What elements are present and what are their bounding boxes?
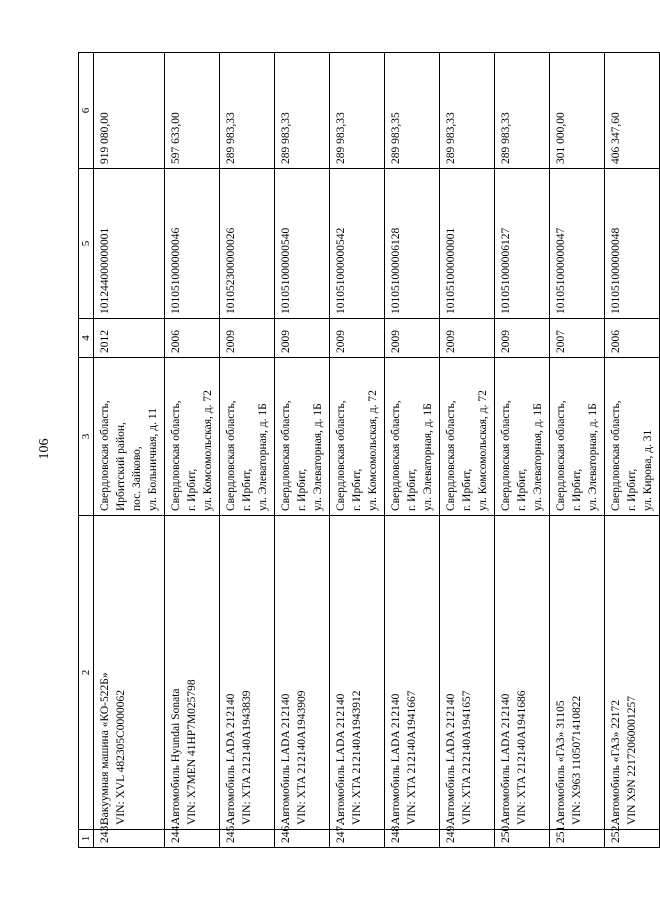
vehicle-name-cell [495,516,550,830]
value-cell: 301 000,00 [550,53,605,169]
address-cell [220,358,275,516]
cell-line: Ирбитский район, [115,422,127,511]
inventory-number-cell: 101051000000047 [550,169,605,319]
vehicle-name-cell [550,516,605,830]
cell-line: Автомобиль LADA 212140 [390,693,402,825]
cell-line: VIN: XTA 212140A1943909 [296,690,308,825]
cell-line: г. Ирбит, [351,468,363,511]
year-cell: 2009 [220,319,275,358]
cell-line: Свердловская область, [445,400,457,511]
value-cell: 289 983,35 [385,53,440,169]
row-number-cell: 252. [605,830,660,848]
year-cell: 2009 [385,319,440,358]
inventory-number-cell: 101051000000540 [275,169,330,319]
vehicle-name-cell [385,516,440,830]
cell-line: Свердловская область, [390,400,402,511]
column-header: 2 [79,516,94,830]
table-row [165,53,220,848]
cell-line: Свердловская область, [610,400,622,511]
cell-line: ул. Комсомольская, д. 72 [367,390,379,511]
inventory-number-cell: 101051000000046 [165,169,220,319]
cell-line: Автомобиль «ГАЗ» 22172 [610,699,622,825]
cell-line: г. Ирбит, [571,468,583,511]
cell-line: Вакуумная машина «КО-522Б» [99,672,111,825]
cell-line: VIN: XTA 212140A1943839 [241,690,253,825]
year-cell: 2006 [165,319,220,358]
cell-line: ул. Больничная, д. 11 [147,408,159,511]
cell-line: г. Ирбит, [186,468,198,511]
cell-line: ул. Элеваторная, д. 1Б [587,403,599,511]
cell-line: ул. Элеваторная, д. 1Б [422,403,434,511]
cell-line: г. Ирбит, [406,468,418,511]
inventory-number-cell: 101051000000001 [440,169,495,319]
table-row [440,53,495,848]
cell-line: пос. Зайково, [131,446,143,511]
inventory-number-cell: 101051000006127 [495,169,550,319]
value-cell: 406 347,60 [605,53,660,169]
vehicle-name-cell [94,516,165,830]
cell-line: г. Ирбит, [516,468,528,511]
cell-line: VIN X9N 22172060001257 [626,695,638,825]
inventory-number-cell: 101051000006128 [385,169,440,319]
year-cell: 2007 [550,319,605,358]
vehicle-name-cell [440,516,495,830]
address-cell [440,358,495,516]
cell-line: Автомобиль LADA 212140 [500,693,512,825]
address-cell [330,358,385,516]
column-header: 6 [79,53,94,169]
address-cell [385,358,440,516]
vehicle-name-cell [220,516,275,830]
table-row [385,53,440,848]
cell-line: VIN: XTA 212140A1941667 [406,690,418,825]
cell-line: г. Ирбит, [626,468,638,511]
table-row [605,53,660,848]
address-cell [550,358,605,516]
inventory-number-cell: 101244000000001 [94,169,165,319]
cell-line: VIN: XTA 212140A1941686 [516,690,528,825]
column-header: 5 [79,169,94,319]
table-container [78,53,654,848]
row-number-cell: 244. [165,830,220,848]
vehicle-name-cell [330,516,385,830]
value-cell: 919 080,00 [94,53,165,169]
cell-line: VIN: XTA 212140A1943912 [351,690,363,825]
cell-line: VIN: X7MEN 41HP7M025798 [186,679,198,825]
value-cell: 289 983,33 [495,53,550,169]
cell-line: ул. Комсомольская, д. 72 [477,390,489,511]
year-cell: 2012 [94,319,165,358]
year-cell: 2009 [330,319,385,358]
cell-line: Автомобиль LADA 212140 [280,693,292,825]
property-table [78,52,660,848]
cell-line: Свердловская область, [555,400,567,511]
cell-line: ул. Элеваторная, д. 1Б [257,403,269,511]
cell-line: VIN: XTA 212140A1941657 [461,690,473,825]
year-cell: 2009 [275,319,330,358]
table-row [94,53,165,848]
cell-line: Свердловская область, [500,400,512,511]
cell-line: Автомобиль «ГАЗ» 31105 [555,700,567,825]
row-number-cell: 243. [94,830,165,848]
cell-line: ул. Элеваторная, д. 1Б [532,403,544,511]
cell-line: Автомобиль Hyundai Sonata [170,688,182,825]
table-row [275,53,330,848]
vehicle-name-cell [605,516,660,830]
page-number: 106 [37,438,52,460]
value-cell: 289 983,33 [440,53,495,169]
cell-line: ул. Комсомольская, д. 72 [202,390,214,511]
year-cell: 2009 [495,319,550,358]
row-number-cell: 251. [550,830,605,848]
table-row [550,53,605,848]
table-row [495,53,550,848]
cell-line: Автомобиль LADA 212140 [225,693,237,825]
cell-line: ул. Кирова, д. 31 [642,429,654,511]
row-number-cell: 250. [495,830,550,848]
row-number-cell: 246. [275,830,330,848]
column-header: 3 [79,358,94,516]
address-cell [165,358,220,516]
table-row [220,53,275,848]
inventory-number-cell: 101051000000542 [330,169,385,319]
row-number-cell: 247. [330,830,385,848]
address-cell [94,358,165,516]
vehicle-name-cell [165,516,220,830]
cell-line: VIN: XVL 482305С0000062 [115,689,127,825]
value-cell: 289 983,33 [275,53,330,169]
inventory-number-cell: 101051000000048 [605,169,660,319]
cell-line: Свердловская область, [170,400,182,511]
cell-line: VIN: X963 1105071410822 [571,695,583,825]
inventory-number-cell: 101052300000026 [220,169,275,319]
cell-line: Автомобиль LADA 212140 [335,693,347,825]
year-cell: 2009 [440,319,495,358]
cell-line: Свердловская область, [225,400,237,511]
value-cell: 289 983,33 [220,53,275,169]
row-number-cell: 245. [220,830,275,848]
cell-line: Свердловская область, [335,400,347,511]
row-number-cell: 249. [440,830,495,848]
cell-line: г. Ирбит, [241,468,253,511]
address-cell [495,358,550,516]
value-cell: 289 983,33 [330,53,385,169]
cell-line: ул. Элеваторная, д. 1Б [312,403,324,511]
row-number-cell: 248. [385,830,440,848]
column-header: 1 [79,830,94,848]
column-header: 4 [79,319,94,358]
header-row [79,53,94,848]
cell-line: Свердловская область, [99,400,111,511]
year-cell: 2006 [605,319,660,358]
address-cell [275,358,330,516]
table-row [330,53,385,848]
cell-line: Свердловская область, [280,400,292,511]
address-cell [605,358,660,516]
cell-line: г. Ирбит, [461,468,473,511]
value-cell: 597 633,00 [165,53,220,169]
cell-line: г. Ирбит, [296,468,308,511]
vehicle-name-cell [275,516,330,830]
cell-line: Автомобиль LADA 212140 [445,693,457,825]
